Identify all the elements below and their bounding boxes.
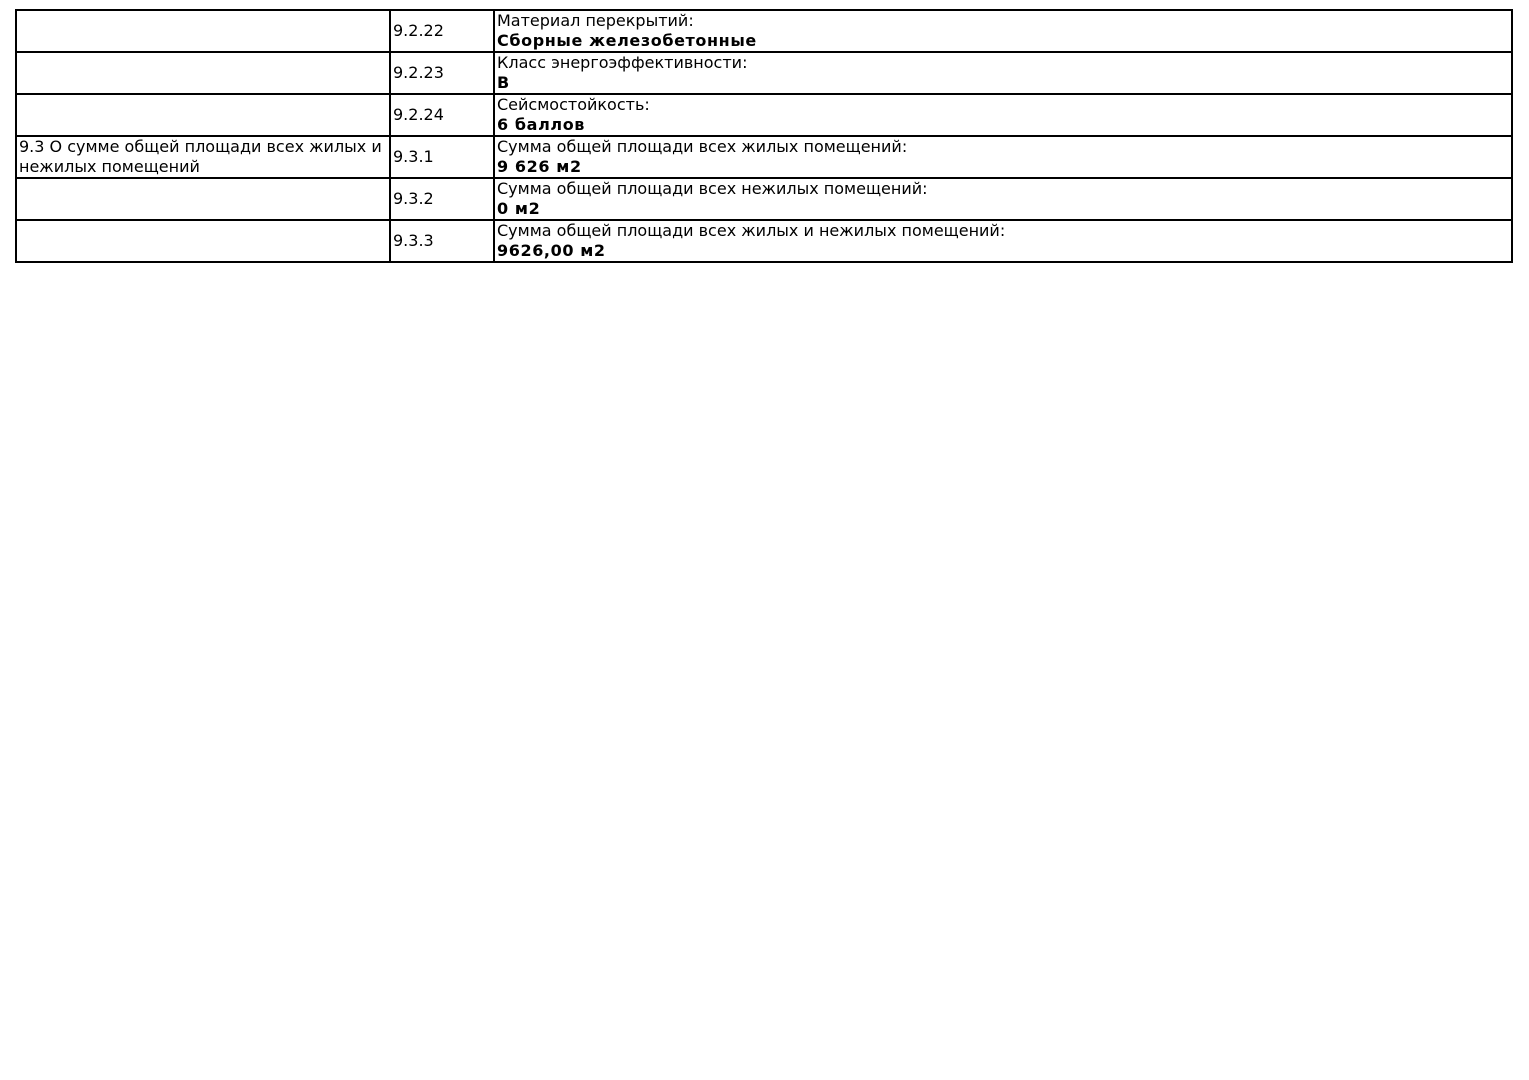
item-cell — [494, 94, 1512, 136]
table-row — [16, 94, 1512, 136]
item-cell — [494, 136, 1512, 178]
item-value: 9 626 м2 — [497, 157, 582, 176]
item-label: Материал перекрытий: — [497, 11, 694, 30]
item-code: 9.2.24 — [390, 94, 494, 136]
table-row — [16, 10, 1512, 52]
item-label: Сейсмостойкость: — [497, 95, 650, 114]
item-label: Сумма общей площади всех нежилых помещений: — [497, 179, 928, 198]
item-value: B — [497, 73, 510, 92]
item-cell — [494, 10, 1512, 52]
section-cell — [16, 94, 390, 136]
item-label: Класс энергоэффективности: — [497, 53, 748, 72]
section-cell — [16, 52, 390, 94]
item-label: Сумма общей площади всех жилых и нежилых помещений: — [497, 221, 1006, 240]
table-row — [16, 136, 1512, 178]
item-cell — [494, 52, 1512, 94]
item-value: Сборные железобетонные — [497, 31, 757, 50]
item-code: 9.2.22 — [390, 10, 494, 52]
item-value: 0 м2 — [497, 199, 541, 218]
section-cell — [16, 10, 390, 52]
item-value: 9626,00 м2 — [497, 241, 606, 260]
item-cell — [494, 178, 1512, 220]
section-cell: 9.3 О сумме общей площади всех жилых и нежилых помещений — [16, 136, 390, 178]
table-row — [16, 52, 1512, 94]
item-code: 9.3.2 — [390, 178, 494, 220]
section-cell — [16, 178, 390, 220]
item-code: 9.3.1 — [390, 136, 494, 178]
item-code: 9.2.23 — [390, 52, 494, 94]
table-row — [16, 178, 1512, 220]
section-cell — [16, 220, 390, 262]
item-label: Сумма общей площади всех жилых помещений: — [497, 137, 908, 156]
table-row — [16, 220, 1512, 262]
item-value: 6 баллов — [497, 115, 586, 134]
declaration-table — [15, 9, 1513, 263]
item-code: 9.3.3 — [390, 220, 494, 262]
item-cell — [494, 220, 1512, 262]
